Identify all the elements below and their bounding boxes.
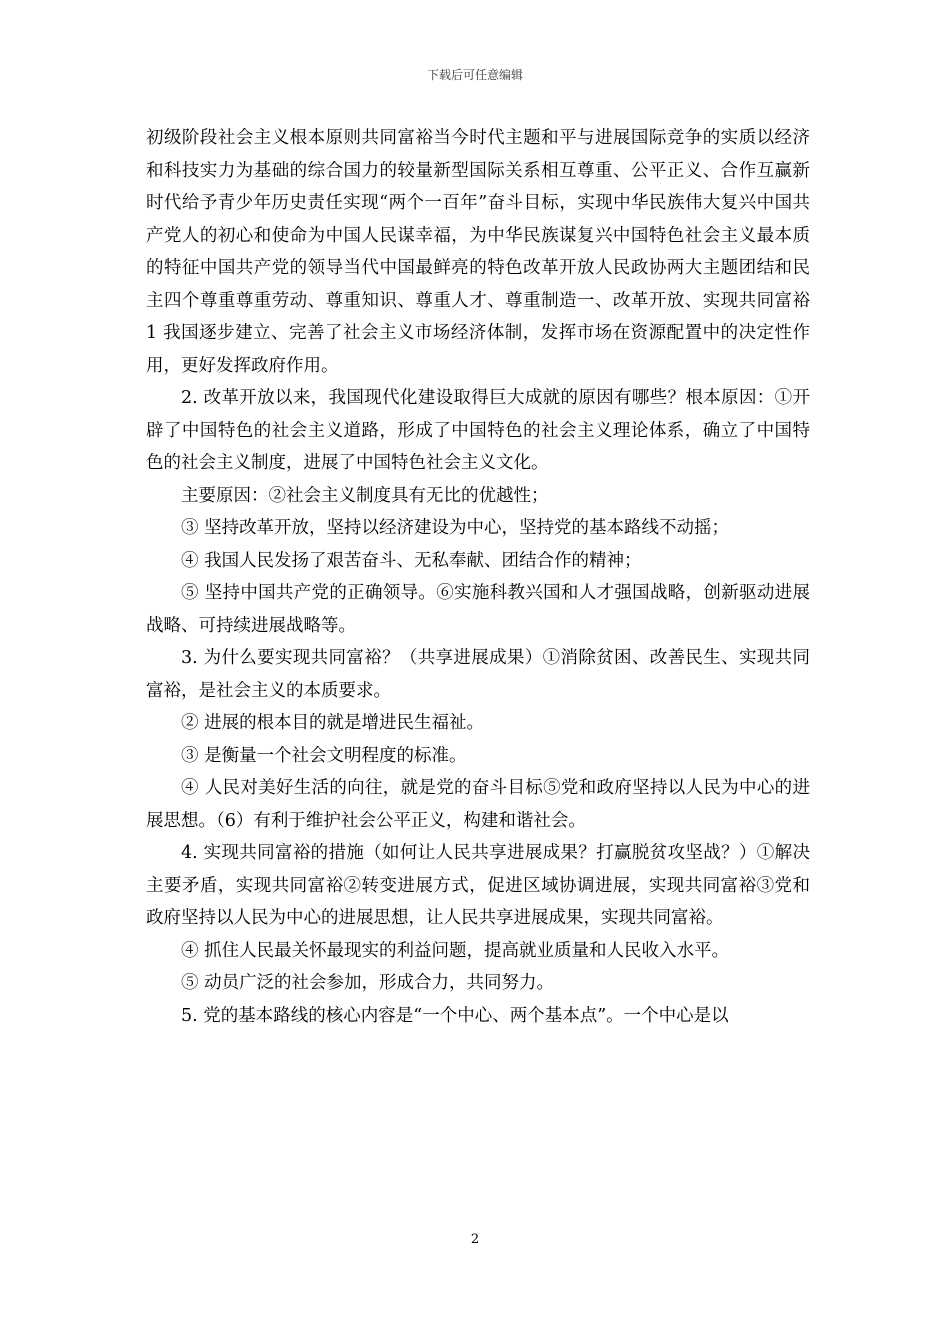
paragraph: ⑤ 坚持中国共产党的正确领导。⑥实施科教兴国和人才强国战略，创新驱动进展战略、可持续进展战略等。 bbox=[146, 583, 810, 636]
paragraph: ④ 抓住人民最关怀最现实的利益问题，提高就业质量和人民收入水平。 bbox=[181, 940, 730, 961]
paragraph: 2. 改革开放以来，我国现代化建设取得巨大成就的原因有哪些？根本原因：①开辟了中国特色的社会主义道路，形成了中国特色的社会主义理论体系，确立了中国特色的社会主义制度，进展了中国特色社会主义文化。 bbox=[146, 388, 810, 473]
paragraph: ② 进展的根本目的就是增进民生福祉。 bbox=[181, 713, 485, 733]
paragraph: ③ 坚持改革开放，坚持以经济建设为中心，坚持党的基本路线不动摇； bbox=[181, 518, 730, 538]
paragraph: ⑤ 动员广泛的社会参加，形成合力，共同努力。 bbox=[181, 973, 555, 993]
paragraph: ④ 人民对美好生活的向往，就是党的奋斗目标⑤党和政府坚持以人民为中心的进展思想。（6）有利于维护社会公平正义，构建和谐社会。 bbox=[146, 778, 810, 831]
paragraph: 5. 党的基本路线的核心内容是“一个中心、两个基本点”。一个中心是以 bbox=[181, 1005, 729, 1026]
paragraph: ④ 我国人民发扬了艰苦奋斗、无私奉献、团结合作的精神； bbox=[181, 550, 642, 571]
document-body bbox=[146, 122, 810, 1032]
paragraph: 主要原因：②社会主义制度具有无比的优越性； bbox=[181, 485, 549, 506]
paragraph: 3. 为什么要实现共同富裕？（共享进展成果）①消除贫困、改善民生、实现共同富裕，是社会主义的本质要求。 bbox=[146, 648, 810, 701]
page-number: 2 bbox=[470, 1232, 480, 1247]
paragraph: ③ 是衡量一个社会文明程度的标准。 bbox=[181, 745, 467, 766]
paragraph: 4. 实现共同富裕的措施（如何让人民共享进展成果？打赢脱贫攻坚战？）①解决主要矛盾，实现共同富裕②转变进展方式，促进区域协调进展，实现共同富裕③党和政府坚持以人民为中心的进展思想，让人民共享进展成果，实现共同富裕。 bbox=[146, 843, 810, 928]
page-header: 下载后可任意编辑 bbox=[426, 68, 523, 82]
paragraph: 初级阶段社会主义根本原则共同富裕当今时代主题和平与进展国际竞争的实质以经济和科技实力为基础的综合国力的较量新型国际关系相互尊重、公平正义、合作互赢新时代给予青少年历史责任实现“两个一百年”奋斗目标，实现中华民族伟大复兴中国共产党人的初心和使命为中国人民谋幸福，为中华民族谋复兴中国特色社会主义最本质的特征中国共产党的领导当代中国最鲜亮的特色改革开放人民政协两大主题团结和民主四个尊重尊重劳动、尊重知识、尊重人才、尊重制造一、改革开放、实现共同富裕 1 我国逐步建立、完善了社会主义市场经济体制，发挥市场在资源配置中的决定性作用，更好发挥政府作用。 bbox=[146, 128, 810, 376]
